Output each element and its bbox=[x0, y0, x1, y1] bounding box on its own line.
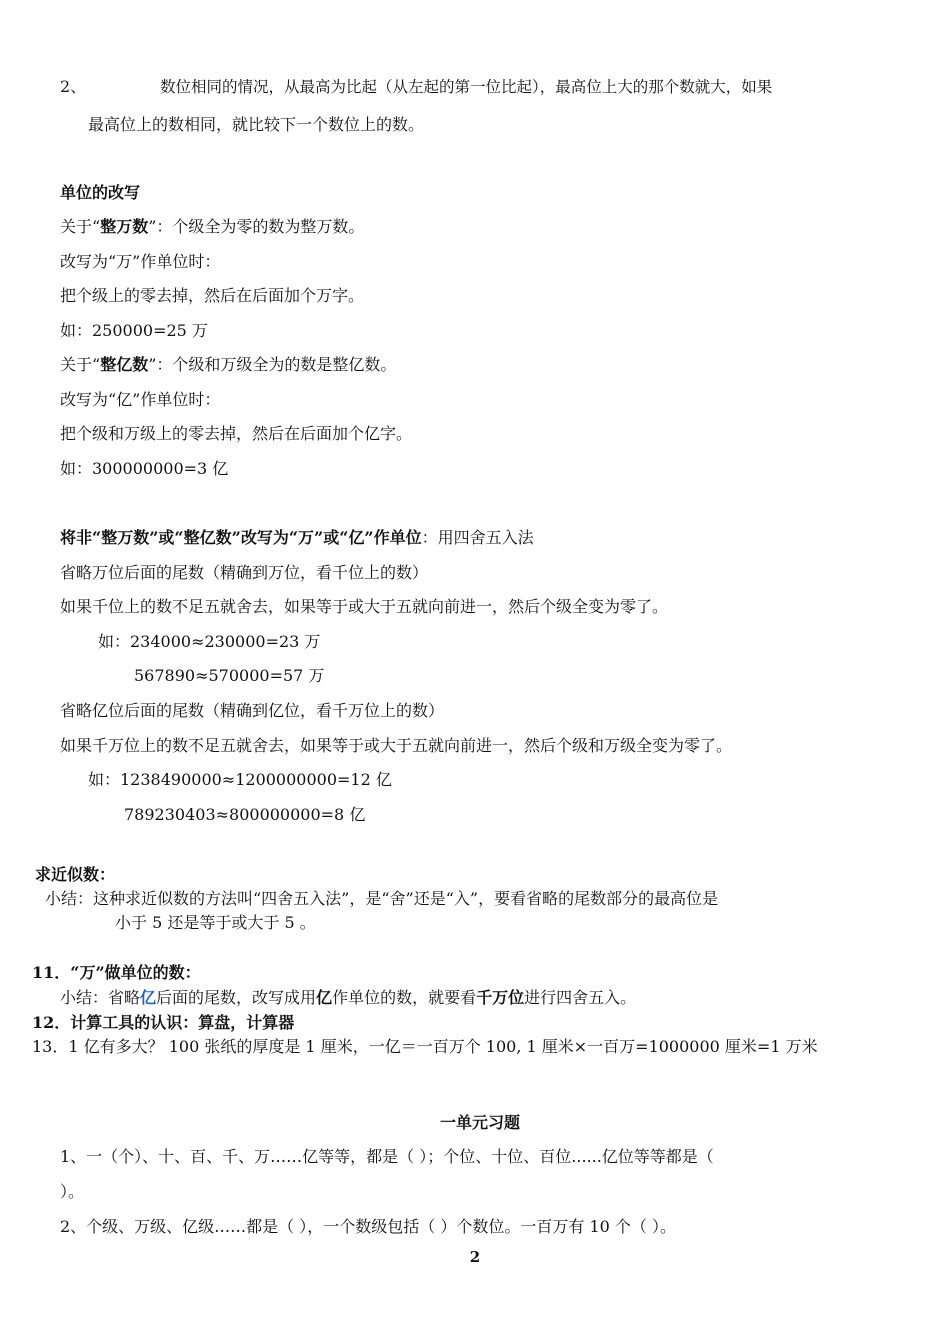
rule2-text: 数位相同的情况，从最高为比起（从左起的第一位比起），最高位上大的那个数就大，如果 bbox=[160, 78, 773, 96]
whole-wan-definition: 关于“整万数”：个级全为零的数为整万数。 bbox=[60, 217, 365, 236]
approx-heading: 求近似数： bbox=[35, 865, 116, 884]
item-13: 13．1 亿有多大？ 100 张纸的厚度是 1 厘米，一亿＝一百万个 100, 1 厘米×一百万=1000000 厘米=1 万米 bbox=[32, 1037, 818, 1056]
yi-rounding-example-1: 如：1238490000≈1200000000=12 亿 bbox=[88, 770, 392, 789]
rule2-continuation: 最高位上的数相同，就比较下一个数位上的数。 bbox=[88, 115, 425, 134]
omit-after-wan-title: 省略万位后面的尾数（精确到万位，看千位上的数） bbox=[60, 563, 429, 582]
omit-after-yi-title: 省略亿位后面的尾数（精确到亿位，看千万位上的数） bbox=[60, 701, 445, 720]
wan-rounding-example-1: 如：234000≈230000=23 万 bbox=[98, 632, 321, 651]
omit-after-wan-rule: 如果千位上的数不足五就舍去，如果等于或大于五就向前进一，然后个级全变为零了。 bbox=[60, 597, 669, 616]
item-11-heading: 11．“万”做单位的数： bbox=[32, 963, 201, 982]
yi-rounding-example-2: 789230403≈800000000=8 亿 bbox=[124, 805, 366, 824]
exercise-q2: 2、个级、万级、亿级……都是（ ），一个数级包括（ ）个数位。一百万有 10 个（ ）。 bbox=[60, 1217, 676, 1236]
rounding-heading: 将非“整万数”或“整亿数”改写为“万”或“亿”作单位：用四舍五入法 bbox=[60, 528, 534, 547]
wan-rewrite-rule: 把个级上的零去掉，然后在后面加个万字。 bbox=[60, 286, 365, 305]
page-number: 2 bbox=[469, 1248, 481, 1266]
whole-yi-definition: 关于“整亿数”：个级和万级全为的数是整亿数。 bbox=[60, 355, 397, 374]
omit-after-yi-rule: 如果千万位上的数不足五就舍去，如果等于或大于五就向前进一，然后个级和万级全变为零了。 bbox=[60, 736, 733, 755]
approx-summary: 小结：这种求近似数的方法叫“四舍五入法”，是“舍”还是“入”，要看省略的尾数部分的最高位是 bbox=[45, 889, 719, 908]
yi-example: 如：300000000=3 亿 bbox=[60, 459, 229, 478]
wan-rewrite-label: 改写为“万”作单位时： bbox=[60, 252, 221, 271]
exercise-title: 一单元习题 bbox=[440, 1113, 521, 1132]
item-11-summary: 小结：省略亿后面的尾数，改写成用亿作单位的数，就要看千万位进行四舍五入。 bbox=[60, 988, 637, 1007]
wan-rounding-example-2: 567890≈570000=57 万 bbox=[134, 666, 325, 685]
yi-rewrite-rule: 把个级和万级上的零去掉，然后在后面加个亿字。 bbox=[60, 424, 413, 443]
whole-yi-term: 整亿数 bbox=[100, 355, 149, 374]
item-12: 12．计算工具的认识：算盘，计算器 bbox=[32, 1013, 295, 1032]
exercise-q1: 1、一（个）、十、百、千、万……亿等等，都是（ ）；个位、十位、百位......亿位等等都是（ bbox=[60, 1147, 714, 1166]
wan-example: 如：250000=25 万 bbox=[60, 321, 208, 340]
whole-wan-term: 整万数 bbox=[100, 217, 149, 236]
yi-rewrite-label: 改写为“亿”作单位时： bbox=[60, 390, 221, 409]
rule2-number: 2、 bbox=[60, 77, 87, 96]
exercise-q1-continuation: ）。 bbox=[60, 1182, 85, 1201]
approx-summary-continuation: 小于 5 还是等于或大于 5 。 bbox=[115, 913, 316, 932]
unit-rewrite-heading: 单位的改写 bbox=[60, 183, 141, 202]
